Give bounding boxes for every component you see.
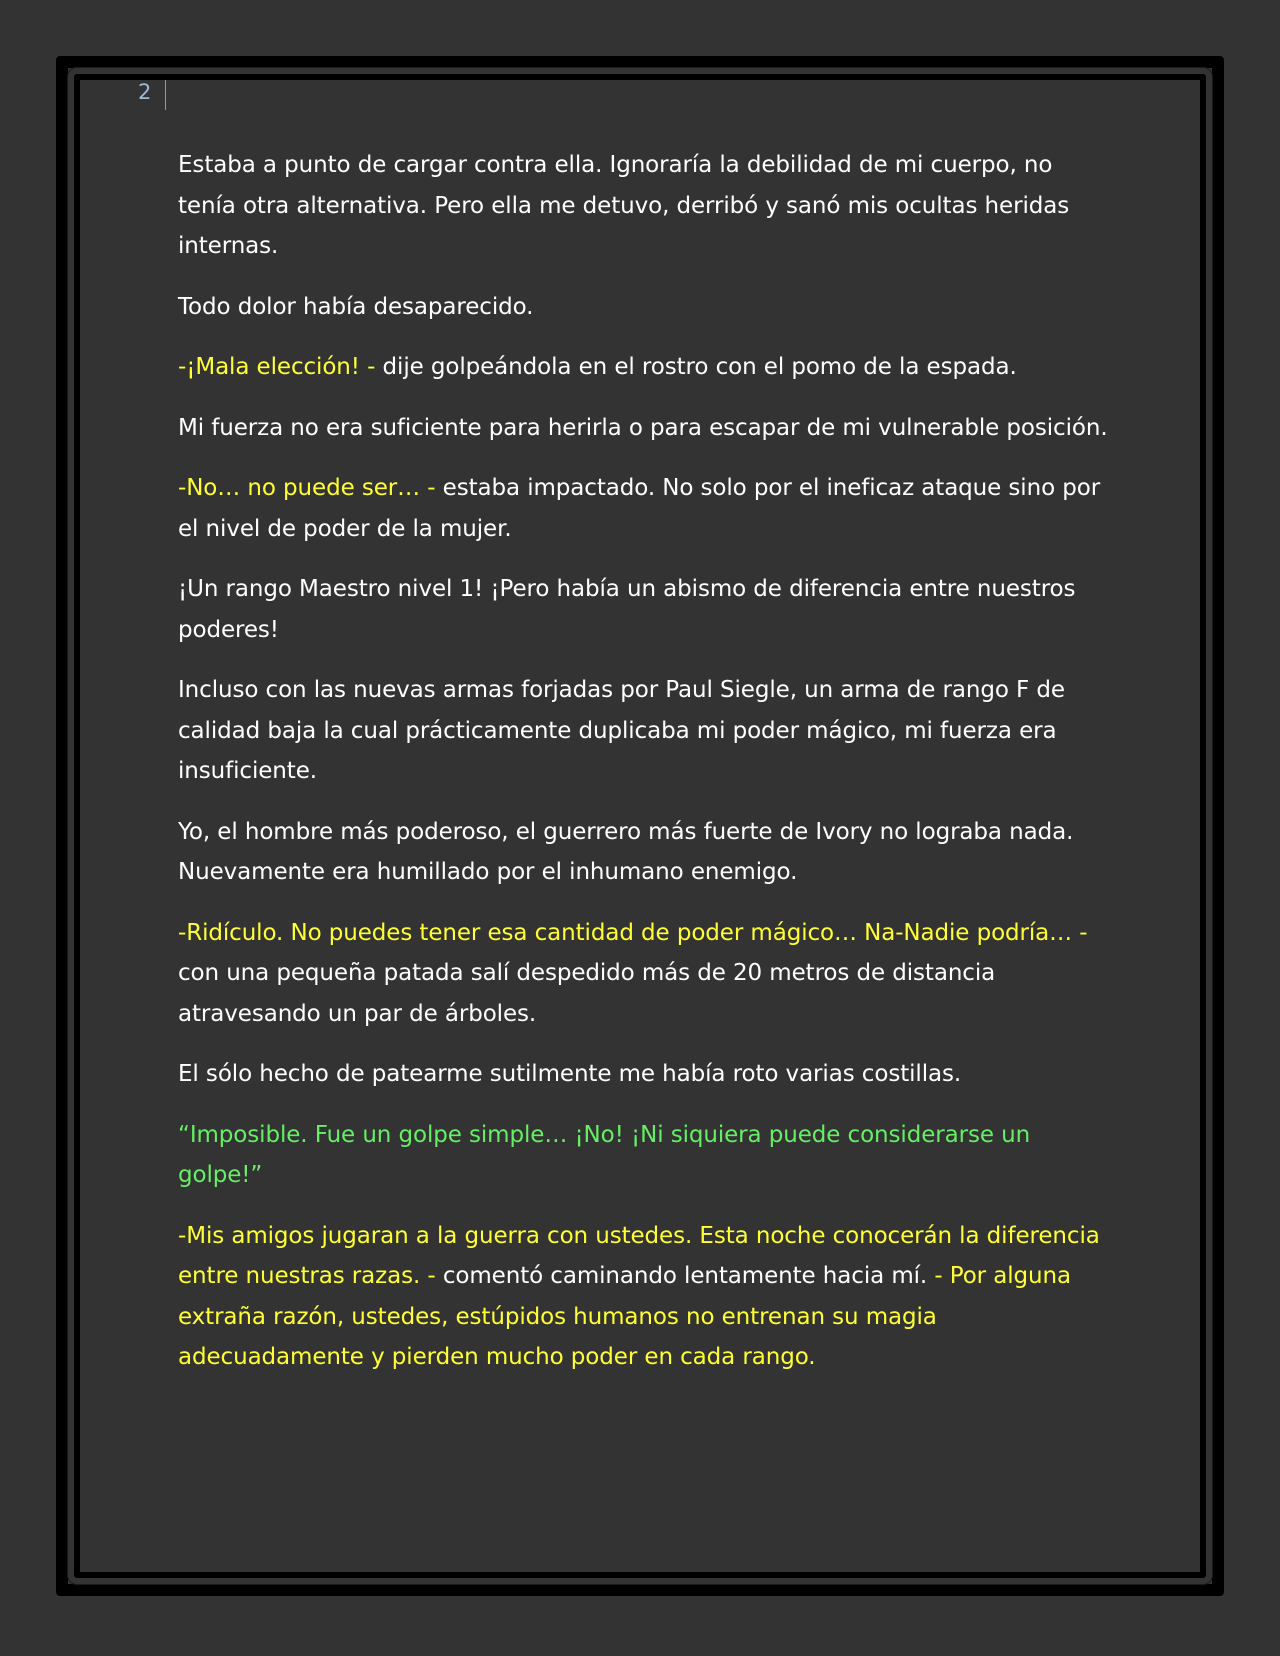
narration-text: comentó caminando lentamente hacia mí. — [442, 1263, 935, 1289]
paragraph — [178, 468, 1113, 549]
paragraph — [178, 569, 1113, 650]
paragraph — [178, 408, 1113, 449]
paragraph — [178, 287, 1113, 328]
paragraph — [178, 145, 1113, 267]
narration-text: estaba impactado. No solo por el ineficaz ataque sino por el nivel de poder de la mujer. — [178, 475, 1101, 542]
paragraph — [178, 1115, 1113, 1196]
narration-text: El sólo hecho de patearme sutilmente me había roto varias costillas. — [178, 1061, 962, 1087]
narration-text: Estaba a punto de cargar contra ella. Ignoraría la debilidad de mi cuerpo, no tenía otra alternativa. Pero ella me detuvo, derribó y sanó mis ocultas heridas internas. — [178, 152, 1070, 259]
narration-text: Mi fuerza no era suficiente para herirla o para escapar de mi vulnerable posición. — [178, 414, 1108, 441]
narration-text: dije golpeándola en el rostro con el pomo de la espada. — [382, 354, 1017, 380]
story-text — [178, 145, 1113, 1398]
narration-text: Yo, el hombre más poderoso, el guerrero más fuerte de Ivory no lograba nada. Nuevamente era humillado por el inhumano enemigo. — [178, 818, 1074, 885]
thought-text: “Imposible. Fue un golpe simple… ¡No! ¡Ni siquiera puede considerarse un golpe!” — [178, 1121, 1031, 1188]
speech-text: -¡Mala elección! - — [178, 354, 383, 380]
narration-text: con una pequeña patada salí despedido más de 20 metros de distancia atravesando un par de árboles. — [178, 960, 996, 1027]
paragraph — [178, 670, 1113, 792]
page-number: 2 — [138, 80, 152, 104]
paragraph — [178, 347, 1113, 388]
paragraph — [178, 913, 1113, 1035]
speech-text: - Por alguna extraña razón, ustedes, estúpidos humanos no entrenan su magia adecuadamente y pierden mucho poder en cada rango. — [178, 1263, 1071, 1370]
narration-text: Incluso con las nuevas armas forjadas por Paul Siegle, un arma de rango F de calidad baja la cual prácticamente duplicaba mi poder mágico, mi fuerza era insuficiente. — [178, 677, 1065, 784]
narration-text: ¡Un rango Maestro nivel 1! ¡Pero había un abismo de diferencia entre nuestros poderes! — [178, 576, 1076, 643]
speech-text: -No… no puede ser… - — [178, 475, 443, 501]
page-number-rule — [165, 80, 166, 110]
speech-text: -Ridículo. No puedes tener esa cantidad de poder mágico… Na-Nadie podría… - — [178, 919, 1088, 946]
paragraph — [178, 1216, 1113, 1378]
paragraph — [178, 1054, 1113, 1095]
narration-text: Todo dolor había desaparecido. — [178, 293, 534, 320]
speech-text: -Mis amigos jugaran a la guerra con ustedes. Esta noche conocerán la diferencia entre nuestras razas. - — [178, 1222, 1100, 1289]
paragraph — [178, 812, 1113, 893]
